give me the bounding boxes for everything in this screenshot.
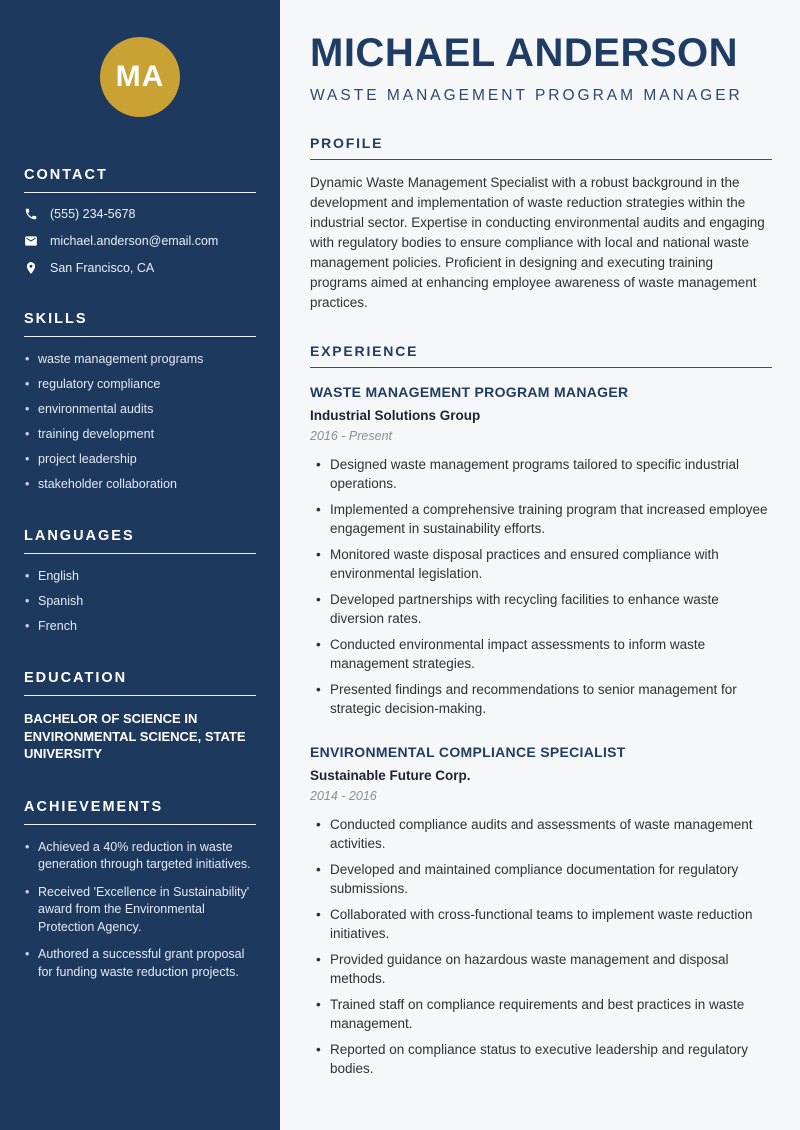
skills-heading: SKILLS [24, 311, 256, 337]
skill-item: • waste management programs [24, 351, 256, 367]
avatar-initials: MA [115, 60, 165, 93]
avatar [100, 37, 180, 117]
experience-heading: EXPERIENCE [310, 343, 772, 368]
contact-phone-text: (555) 234-5678 [50, 207, 136, 221]
contact-heading: CONTACT [24, 167, 256, 193]
job-dates: 2014 - 2016 [310, 789, 377, 803]
skills-section [24, 311, 256, 492]
profile-section [310, 135, 772, 313]
achievements-list [24, 839, 256, 982]
job-bullet: • Designed waste management programs tailored to specific industrial operations. [310, 455, 772, 493]
job-bullet: • Monitored waste disposal practices and ensured compliance with environmental legislation. [310, 545, 772, 583]
achievements-section [24, 799, 256, 982]
skill-item: • regulatory compliance [24, 376, 256, 392]
job-bullet: • Presented findings and recommendations to senior management for strategic decision-making. [310, 680, 772, 718]
main-content [280, 0, 800, 1130]
skills-list [24, 351, 256, 492]
achievement-item: • Achieved a 40% reduction in waste generation through targeted initiatives. [24, 839, 256, 874]
contact-section [24, 167, 256, 275]
job-company: Sustainable Future Corp. [310, 768, 471, 783]
job-company: Industrial Solutions Group [310, 408, 481, 423]
phone-icon [24, 207, 38, 221]
person-name: MICHAEL ANDERSON [310, 31, 739, 75]
job-title: ENVIRONMENTAL COMPLIANCE SPECIALIST [310, 744, 626, 760]
profile-text: Dynamic Waste Management Specialist with a robust background in the development and implementation of waste reduction strategies within the industrial sector. Expertise in conducting environmental audits and engaging with regulatory bodies to ensure compliance with local and national waste management policies. Proficient in designing and executing training programs aimed at enhancing employee awareness of waste management practices. [310, 175, 765, 310]
contact-phone [24, 207, 256, 221]
job-bullets [310, 455, 772, 718]
job-dates: 2016 - Present [310, 429, 392, 443]
location-icon [24, 261, 38, 275]
profile-heading: PROFILE [310, 135, 772, 160]
job-bullet: • Conducted environmental impact assessments to inform waste management strategies. [310, 635, 772, 673]
achievement-item: • Authored a successful grant proposal for funding waste reduction projects. [24, 946, 256, 981]
skill-item: • environmental audits [24, 401, 256, 417]
languages-list [24, 568, 256, 634]
email-icon [24, 234, 38, 248]
contact-location [24, 261, 256, 275]
job-bullet: • Reported on compliance status to executive leadership and regulatory bodies. [310, 1040, 772, 1078]
job-bullet: • Collaborated with cross-functional teams to implement waste reduction initiatives. [310, 905, 772, 943]
language-item: • Spanish [24, 593, 256, 609]
education-section [24, 670, 256, 763]
education-heading: EDUCATION [24, 670, 256, 696]
job-entry [310, 744, 772, 1078]
person-title: WASTE MANAGEMENT PROGRAM MANAGER [310, 87, 743, 104]
job-bullet: • Trained staff on compliance requirements and best practices in waste management. [310, 995, 772, 1033]
skill-item: • project leadership [24, 451, 256, 467]
languages-section [24, 528, 256, 634]
degree-text: BACHELOR OF SCIENCE IN ENVIRONMENTAL SCIENCE, STATE UNIVERSITY [24, 711, 246, 761]
experience-section [310, 343, 772, 1078]
sidebar [0, 0, 280, 1130]
contact-location-text: San Francisco, CA [50, 261, 155, 275]
skill-item: • training development [24, 426, 256, 442]
contact-email [24, 234, 256, 248]
job-bullet: • Developed and maintained compliance documentation for regulatory submissions. [310, 860, 772, 898]
contact-email-text: michael.anderson@email.com [50, 234, 219, 248]
job-bullets [310, 815, 772, 1078]
job-bullet: • Provided guidance on hazardous waste management and disposal methods. [310, 950, 772, 988]
job-bullet: • Developed partnerships with recycling facilities to enhance waste diversion rates. [310, 590, 772, 628]
job-entry [310, 384, 772, 718]
job-bullet: • Implemented a comprehensive training program that increased employee engagement in sustainability efforts. [310, 500, 772, 538]
language-item: • French [24, 618, 256, 634]
job-title: WASTE MANAGEMENT PROGRAM MANAGER [310, 384, 629, 400]
skill-item: • stakeholder collaboration [24, 476, 256, 492]
achievements-heading: ACHIEVEMENTS [24, 799, 256, 825]
achievement-item: • Received 'Excellence in Sustainability' award from the Environmental Protection Agency. [24, 884, 256, 937]
language-item: • English [24, 568, 256, 584]
job-bullet: • Conducted compliance audits and assessments of waste management activities. [310, 815, 772, 853]
languages-heading: LANGUAGES [24, 528, 256, 554]
